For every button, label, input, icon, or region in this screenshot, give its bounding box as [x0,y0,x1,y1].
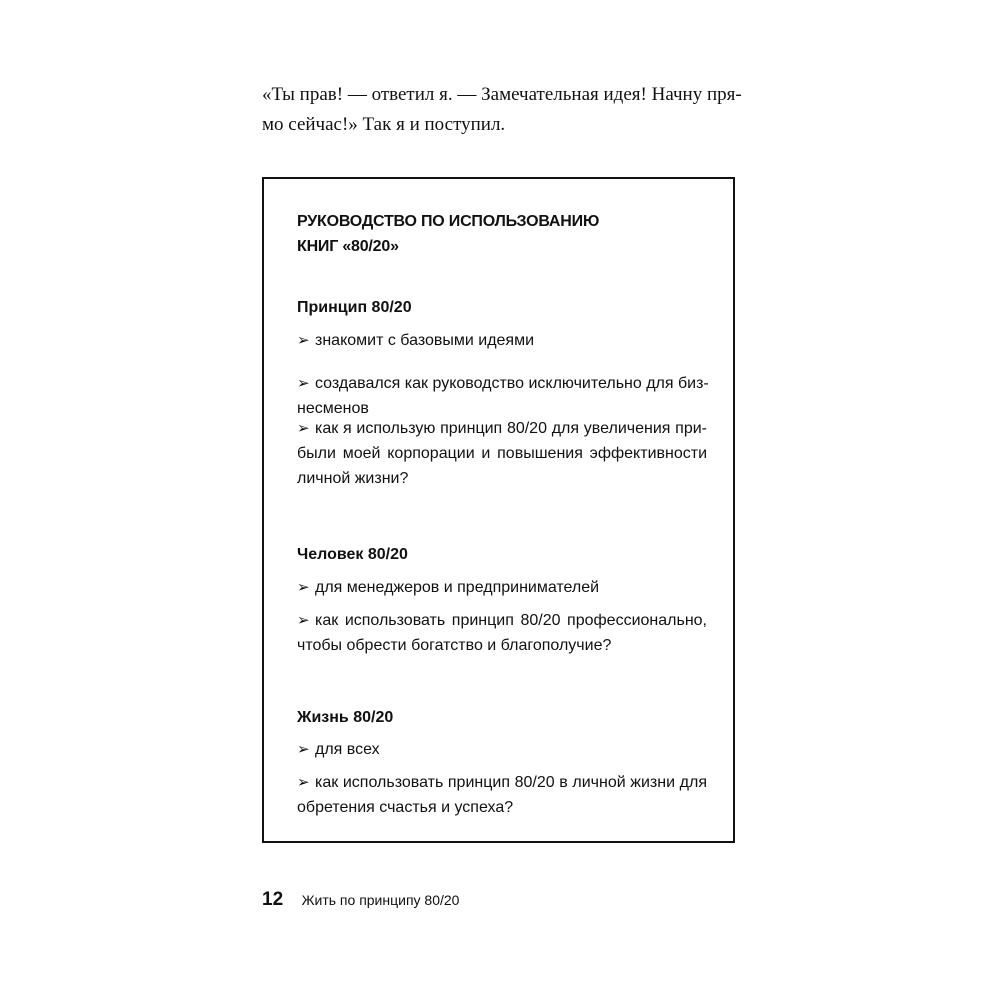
bullet-life-1: ➢ для всех [297,737,707,762]
arrow-bullet-icon: ➢ [297,420,310,437]
arrow-bullet-icon: ➢ [297,741,310,758]
arrow-bullet-icon: ➢ [297,375,310,392]
bullet-person-1: ➢ для менеджеров и предпринимателей [297,575,707,600]
intro-line-1: «Ты прав! — ответил я. — Замечательная идея! Начну пря- [262,84,742,105]
arrow-bullet-icon: ➢ [297,774,310,791]
arrow-bullet-icon: ➢ [297,612,310,629]
section-title-principle: Принцип 80/20 [297,299,412,316]
running-title: Жить по принципу 80/20 [301,892,460,908]
guide-title-line-1: РУКОВОДСТВО ПО ИСПОЛЬЗОВАНИЮ [297,213,600,230]
bullet-principle-2: ➢ создавался как руководство исключительно для биз- несменов [297,371,707,421]
section-title-life: Жизнь 80/20 [297,709,394,726]
page-footer [262,889,459,911]
guide-title [297,209,599,259]
guide-box [262,177,735,843]
bullet-principle-1: ➢ знакомит с базовыми идеями [297,328,707,353]
bullet-person-2: ➢ как использовать принцип 80/20 профессионально, чтобы обрести богатство и благополучие? [297,608,707,658]
intro-line-2: мо сейчас!» Так я и поступил. [262,114,506,135]
intro-paragraph [262,80,740,140]
bullet-principle-3: ➢ как я использую принцип 80/20 для увеличения при- были моей корпорации и повышения эффективности личной жизни? [297,416,707,491]
guide-title-line-2: КНИГ «80/20» [297,238,399,255]
section-title-person: Человек 80/20 [297,546,408,563]
arrow-bullet-icon: ➢ [297,579,310,596]
page-number: 12 [262,889,284,910]
bullet-life-2: ➢ как использовать принцип 80/20 в личной жизни для обретения счастья и успеха? [297,770,707,820]
arrow-bullet-icon: ➢ [297,332,310,349]
